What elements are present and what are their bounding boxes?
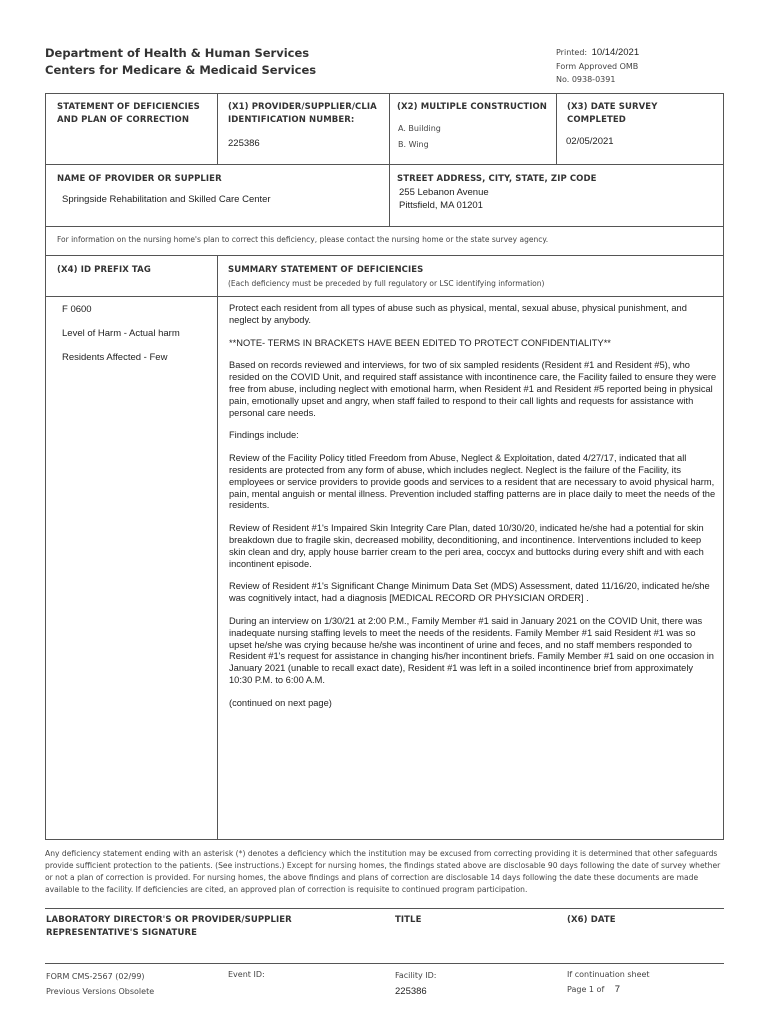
title-label: TITLE	[395, 915, 422, 925]
divider	[45, 963, 724, 964]
agency-header	[45, 45, 316, 79]
divider	[389, 164, 390, 226]
page-label: Page 1 of	[567, 985, 605, 994]
x2-wing: B. Wing	[398, 140, 429, 149]
paragraph: Based on records reviewed and interviews, for two of six sampled residents (Resident #1 and Resident #5), who resided on the COVID Unit, and required staff assistance with incontinence care, the Facility failed to ensure they were free from abuse, including neglect with emotional harm, when Resident #1 and Resident #5 reported being in physical pain, emotionally upset and angry, when staff failed to respond to their call lights and requests for assistance with personal care needs.	[229, 360, 717, 418]
page-info	[567, 968, 650, 996]
deficiency-tag-column	[62, 304, 212, 376]
printed-date: 10/14/2021	[591, 47, 640, 58]
disclosure-footnote: Any deficiency statement ending with an asterisk (*) denotes a deficiency which the institution may be excused from correcting providing it is determined that other safeguards provide sufficient protection to the patients. (See instructions.) Except for nursing homes, the findings stated above are disclosable 90 days following the date of survey whether or not a plan of correction is provided. For nursing homes, the above findings and plans of correction are disclosable 14 days following the date these documents are made available to the facility. If deficiencies are cited, an approved plan of correction is requisite to continued program participation.	[45, 849, 721, 894]
address-line-1: 255 Lebanon Avenue	[399, 187, 489, 198]
agency-line-2: Centers for Medicare & Medicaid Services	[45, 63, 317, 77]
form-id-block	[46, 969, 154, 999]
summary-sublabel: (Each deficiency must be preceded by full regulatory or LSC identifying information)	[228, 279, 545, 288]
omb-number: No. 0938-0391	[556, 75, 616, 84]
deficiency-body	[229, 303, 717, 721]
paragraph: Protect each resident from all types of abuse such as physical, mental, sexual abuse, physical punishment, and neglect by anybody.	[229, 303, 687, 325]
x3-value: 02/05/2021	[566, 136, 614, 147]
divider	[45, 908, 724, 909]
director-signature-label: LABORATORY DIRECTOR'S OR PROVIDER/SUPPLIER REPRESENTATIVE'S SIGNATURE	[46, 915, 292, 938]
info-note: For information on the nursing home's plan to correct this deficiency, please contact the nursing home or the state survey agency.	[57, 235, 549, 244]
divider	[45, 226, 724, 227]
provider-label: NAME OF PROVIDER OR SUPPLIER	[57, 174, 222, 184]
x2-building: A. Building	[398, 124, 441, 133]
facility-id-label: Facility ID:	[395, 971, 437, 980]
summary-label: SUMMARY STATEMENT OF DEFICIENCIES	[228, 265, 424, 275]
facility-id-value: 225386	[395, 986, 427, 997]
date-label: (X6) DATE	[567, 915, 616, 925]
divider	[389, 93, 390, 164]
paragraph: Findings include:	[229, 430, 299, 441]
divider	[45, 164, 724, 165]
print-info	[556, 44, 639, 86]
x1-label: (X1) PROVIDER/SUPPLIER/CLIA IDENTIFICATION NUMBER:	[228, 102, 377, 125]
divider	[217, 93, 218, 164]
provider-name: Springside Rehabilitation and Skilled Care Center	[62, 194, 271, 205]
divider	[217, 255, 218, 840]
address-line-2: Pittsfield, MA 01201	[399, 200, 483, 211]
obsolete-note: Previous Versions Obsolete	[46, 987, 155, 996]
facility-id-block	[395, 969, 436, 997]
paragraph: Review of Resident #1's Significant Change Minimum Data Set (MDS) Assessment, dated 11/16/20, indicated he/she was cognitively intact, had a diagnosis [MEDICAL RECORD OR PHYSICIAN ORDER] .	[229, 581, 710, 604]
statement-label: STATEMENT OF DEFICIENCIES AND PLAN OF CORRECTION	[57, 102, 200, 125]
divider	[45, 296, 724, 297]
continuation-label: If continuation sheet	[567, 970, 650, 979]
level-of-harm: Level of Harm - Actual harm	[62, 328, 180, 339]
paragraph: Review of the Facility Policy titled Freedom from Abuse, Neglect & Exploitation, dated 4/27/17, indicated that all residents are protected from any form of abuse, which includes neglect. Neglect is the failure of the Facility, its employees or service providers to provide goods and services to a resident that are necessary to avoid physical harm, pain, mental anguish or mental illness. Prevention included staffing patterns are in place daily to meet the needs of the residents.	[229, 453, 716, 511]
paragraph: Review of Resident #1's Impaired Skin Integrity Care Plan, dated 10/30/20, indicated he/she had a potential for skin breakdown due to fragile skin, decreased mobility, deconditioning, and incontinence. Interventions included to keep skin clean and dry, apply house barrier cream to the peri area, coccyx and buttocks during every shift and with each incontinent episode.	[229, 523, 704, 569]
paragraph: **NOTE- TERMS IN BRACKETS HAVE BEEN EDITED TO PROTECT CONFIDENTIALITY**	[229, 337, 611, 348]
x1-value: 225386	[228, 138, 260, 149]
x2-label: (X2) MULTIPLE CONSTRUCTION	[397, 102, 548, 112]
divider	[556, 93, 557, 164]
event-id-label: Event ID:	[228, 970, 265, 979]
paragraph: During an interview on 1/30/21 at 2:00 P.M., Family Member #1 said in January 2021 on the COVID Unit, there was inadequate nursing staffing levels to meet the needs of the residents. Family Member #1 said Resident #1 was so upset he/she was crying because he/she was incontinent of urine and feces, and no staff members responded to Resident #1's request for assistance in changing his/her incontinent briefs. Family Member #1 said on one occasion in January 2021 (unable to recall exact date), Resident #1 was left in a soiled incontinence brief from approximately 10:30 P.M. to 6:00 A.M.	[229, 615, 714, 685]
form-id: FORM CMS-2567 (02/99)	[46, 972, 145, 981]
address-label: STREET ADDRESS, CITY, STATE, ZIP CODE	[397, 174, 597, 184]
printed-label: Printed:	[556, 48, 588, 57]
x3-label: (X3) DATE SURVEY COMPLETED	[567, 102, 658, 125]
continued-note: (continued on next page)	[229, 697, 332, 708]
page-total: 7	[614, 984, 621, 995]
divider	[45, 255, 724, 256]
prefix-tag: F 0600	[62, 304, 92, 315]
form-approved: Form Approved OMB	[556, 62, 639, 71]
x4-label: (X4) ID PREFIX TAG	[57, 265, 151, 275]
agency-line-1: Department of Health & Human Services	[45, 46, 310, 60]
residents-affected: Residents Affected - Few	[62, 352, 168, 363]
